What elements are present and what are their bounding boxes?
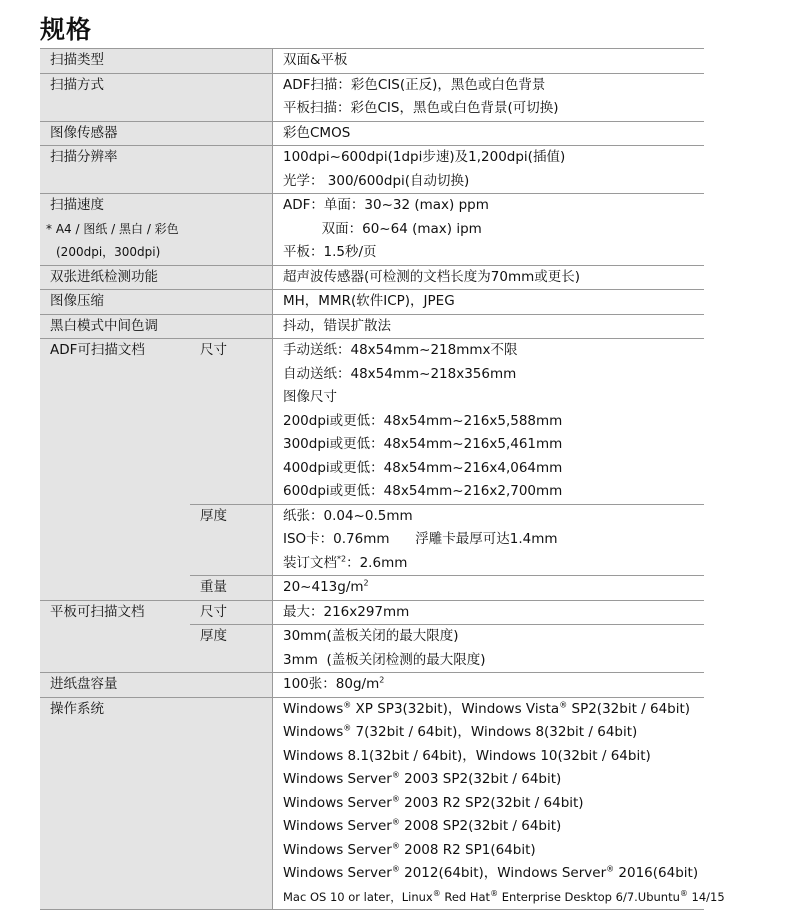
row-value: 300dpi或更低：48x54mm~216x5,461mm xyxy=(273,433,704,457)
os-line: Windows® 7(32bit / 64bit)，Windows 8(32bit / 64bit) xyxy=(273,721,704,745)
os-line: Mac OS 10 or later，Linux® Red Hat® Enterprise Desktop 6/7.Ubuntu® 14/15 xyxy=(273,886,704,910)
row-value: 超声波传感器(可检测的文档长度为70mm或更长) xyxy=(273,266,704,290)
sub-label: 厚度 xyxy=(190,505,272,529)
sub-label: 厚度 xyxy=(190,625,272,649)
row-value: 600dpi或更低：48x54mm~216x2,700mm xyxy=(273,480,704,504)
row-scan-method xyxy=(40,73,704,121)
row-resolution xyxy=(40,145,704,193)
row-label: 扫描类型 xyxy=(40,49,272,73)
row-speed xyxy=(40,193,704,265)
page-title: 规格 xyxy=(40,10,92,46)
row-double-feed xyxy=(40,265,704,290)
os-line: Windows 8.1(32bit / 64bit)，Windows 10(32bit / 64bit) xyxy=(273,745,704,769)
row-label-note: * A4 / 图纸 / 黑白 / 彩色 xyxy=(40,218,272,242)
sub-label: 尺寸 xyxy=(190,601,272,625)
row-label: 图像压缩 xyxy=(40,290,272,314)
row-label: 扫描速度 xyxy=(40,194,272,218)
row-label: 平板可扫描文档 xyxy=(40,601,190,625)
os-line: Windows Server® 2008 SP2(32bit / 64bit) xyxy=(273,815,704,839)
sub-label: 重量 xyxy=(190,576,272,600)
row-value: 彩色CMOS xyxy=(273,122,704,146)
row-value: 100dpi~600dpi(1dpi步速)及1,200dpi(插值) xyxy=(273,146,704,170)
row-label-note: (200dpi，300dpi) xyxy=(40,241,272,265)
row-value: 30mm(盖板关闭的最大限度) xyxy=(273,625,704,649)
os-line: Windows Server® 2008 R2 SP1(64bit) xyxy=(273,839,704,863)
spec-table xyxy=(40,48,704,910)
row-value: 100张：$80g/m^2$ xyxy=(273,673,704,697)
row-value: 400dpi或更低：48x54mm~216x4,064mm xyxy=(273,457,704,481)
row-halftone xyxy=(40,314,704,339)
row-label: 图像传感器 xyxy=(40,122,272,146)
row-adf-docs xyxy=(40,338,704,600)
row-label: ADF可扫描文档 xyxy=(40,339,190,363)
row-value: ADF扫描：彩色CIS(正反)，黑色或白色背景 xyxy=(273,74,704,98)
row-value: 双面：60~64 (max) ipm xyxy=(273,218,704,242)
row-compression xyxy=(40,289,704,314)
row-value: 3mm (盖板关闭检测的最大限度) xyxy=(273,649,704,673)
row-value: 装订文档$^{*2}$：2.6mm xyxy=(273,552,704,576)
row-label: 黑白模式中间色调 xyxy=(40,315,272,339)
row-value: 双面&平板 xyxy=(273,49,704,73)
os-line: Windows Server® 2012(64bit)，Windows Server® 2016(64bit) xyxy=(273,862,704,886)
os-line: Windows® XP SP3(32bit)，Windows Vista® SP2(32bit / 64bit) xyxy=(273,698,704,722)
row-value: 图像尺寸 xyxy=(273,386,704,410)
row-value: 最大：216x297mm xyxy=(273,601,704,625)
sub-label: 尺寸 xyxy=(190,339,272,363)
row-sensor xyxy=(40,121,704,146)
row-flatbed-docs xyxy=(40,600,704,673)
row-scan-type xyxy=(40,48,704,73)
row-value: 平板扫描：彩色CIS，黑色或白色背景(可切换) xyxy=(273,97,704,121)
row-value: 自动送纸：48x54mm~218x356mm xyxy=(273,363,704,387)
row-value: 光学： 300/600dpi(自动切换) xyxy=(273,170,704,194)
row-label: 进纸盘容量 xyxy=(40,673,272,697)
row-os xyxy=(40,697,704,910)
row-tray xyxy=(40,672,704,697)
row-value: MH，MMR(软件ICP)，JPEG xyxy=(273,290,704,314)
row-value: ADF：单面：30~32 (max) ppm xyxy=(273,194,704,218)
row-value: $20\sim 413g/m^2$ xyxy=(273,576,704,600)
row-value: ISO卡：0.76mm 浮雕卡最厚可达1.4mm xyxy=(273,528,704,552)
row-value: 纸张：0.04~0.5mm xyxy=(273,505,704,529)
row-label: 操作系统 xyxy=(40,698,272,722)
os-line: Windows Server® 2003 SP2(32bit / 64bit) xyxy=(273,768,704,792)
os-line: Windows Server® 2003 R2 SP2(32bit / 64bit) xyxy=(273,792,704,816)
row-value: 200dpi或更低：48x54mm~216x5,588mm xyxy=(273,410,704,434)
row-label: 双张进纸检测功能 xyxy=(40,266,272,290)
row-value: 手动送纸：48x54mm~218mmx不限 xyxy=(273,339,704,363)
row-value: 平板：1.5秒/页 xyxy=(273,241,704,265)
row-label: 扫描分辨率 xyxy=(40,146,272,170)
row-value: 抖动，错误扩散法 xyxy=(273,315,704,339)
row-label: 扫描方式 xyxy=(40,74,272,98)
